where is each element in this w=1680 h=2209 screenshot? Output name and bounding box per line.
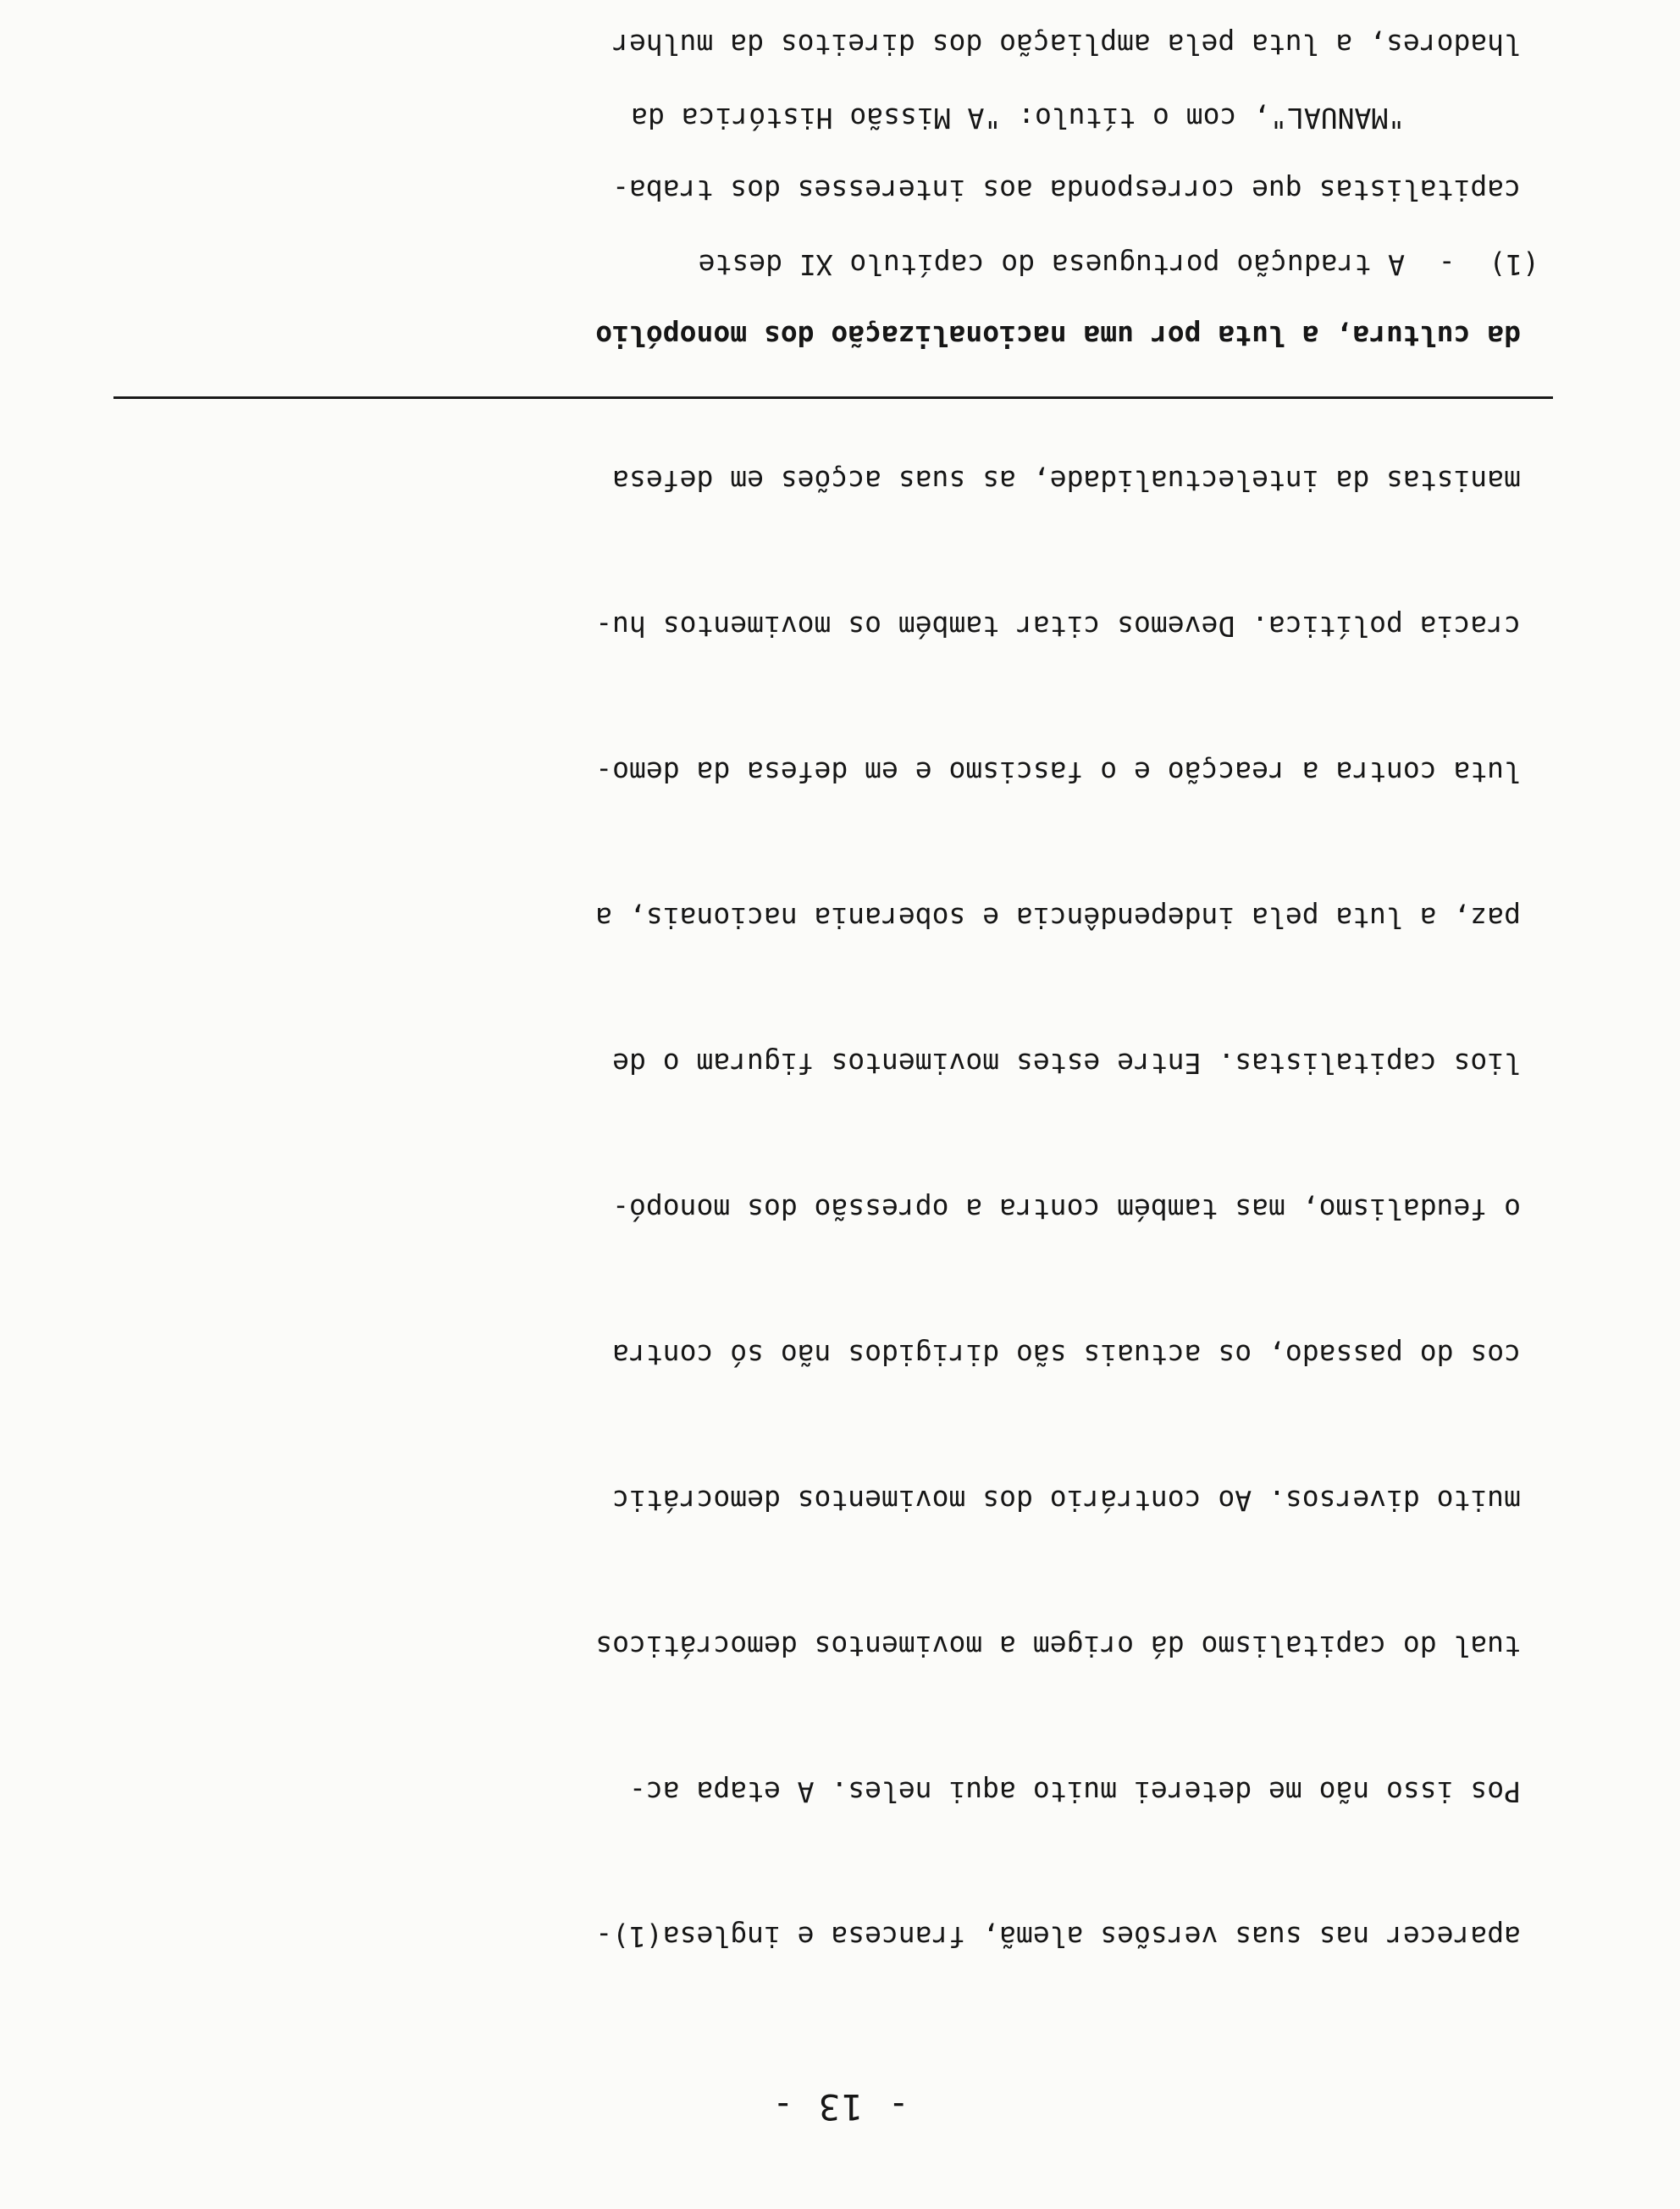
- text-line: tual do capitalismo dá origem a movimentos democráticos: [595, 1629, 1521, 1663]
- text-line: da cultura, a luta por uma nacionalização dos monopólio: [595, 318, 1521, 352]
- footnote-line: (1) - A tradução portuguesa do capítulo XI deste: [698, 248, 1539, 281]
- text-line: o feudalismo, mas também contra a opressão dos monopó-: [612, 1192, 1521, 1226]
- footnote: [100, 0, 1539, 386]
- text-line: cracia política. Devemos citar também os movimentos hu-: [595, 610, 1521, 644]
- text-line: paz, a luta pela independência e soberania nacionais, a: [595, 901, 1521, 935]
- text-line: capitalistas que corresponda aos interesses dos traba-: [612, 173, 1521, 207]
- footnote-line: "MANUAL", com o título: "A Missão Histórica da: [631, 102, 1539, 136]
- text-line: lios capitalistas. Entre estes movimentos figuram o de: [612, 1047, 1521, 1081]
- footnote-rule: [113, 396, 1553, 399]
- page-number: - 13 -: [771, 2086, 909, 2128]
- text-line: manistas da intelectualidade, as suas acções em defesa: [612, 464, 1521, 498]
- text-line: aparecer nas suas versões alemã, francesa e inglesa(1)-: [595, 1920, 1521, 1954]
- text-line: luta contra a reacção e o fascismo e em defesa da demo-: [595, 756, 1521, 789]
- text-line: Pos isso não me deterei muito aqui neles. A etapa ac-: [629, 1774, 1521, 1808]
- text-line: muito diversos. Ao contrário dos movimentos democrátic: [612, 1483, 1521, 1517]
- text-line: cos do passado, os actuais são dirigidos não só contra: [612, 1337, 1521, 1371]
- text-line: lhadores, a luta pela ampliação dos direitos da mulher: [612, 27, 1521, 61]
